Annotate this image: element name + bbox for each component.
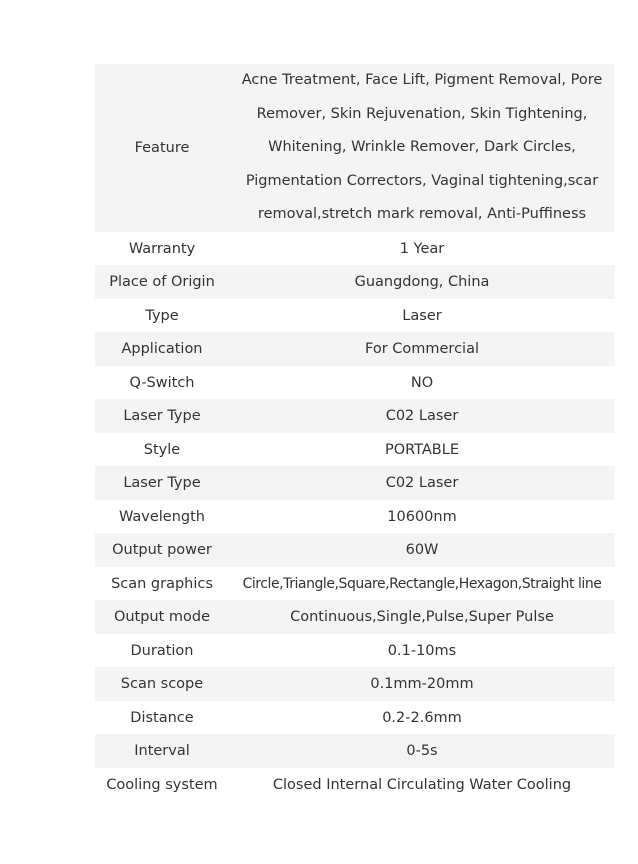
- spec-value: C02 Laser: [229, 399, 615, 433]
- spec-label: Application: [95, 332, 229, 366]
- table-row: [95, 734, 615, 768]
- spec-label: Distance: [130, 709, 194, 726]
- spec-value: PORTABLE: [384, 441, 459, 458]
- spec-value: Circle,Triangle,Square,Rectangle,Hexagon,Straight line: [242, 575, 602, 592]
- specification-table: [95, 64, 615, 801]
- spec-label: Cooling system: [106, 776, 218, 793]
- spec-label: Laser Type: [95, 399, 229, 433]
- spec-value: 0.1-10ms: [387, 642, 457, 659]
- spec-label: Feature: [95, 64, 229, 232]
- table-row: [95, 64, 615, 232]
- spec-value: 0.2-2.6mm: [382, 709, 462, 726]
- table-row: [95, 667, 615, 701]
- spec-label: Type: [145, 307, 179, 324]
- spec-value: Continuous,Single,Pulse,Super Pulse: [229, 600, 615, 634]
- table-row: [95, 701, 615, 735]
- table-row: [95, 567, 615, 601]
- spec-label: Scan graphics: [111, 575, 213, 592]
- spec-label: Duration: [130, 642, 194, 659]
- spec-label: Laser Type: [95, 466, 229, 500]
- spec-value: Closed Internal Circulating Water Cooling: [272, 776, 572, 793]
- table-row: [95, 466, 615, 500]
- spec-label: Place of Origin: [95, 265, 229, 299]
- table-row: [95, 500, 615, 534]
- spec-value: 60W: [229, 533, 615, 567]
- spec-value: 1 Year: [399, 240, 445, 257]
- spec-label: Output mode: [95, 600, 229, 634]
- table-row: [95, 768, 615, 802]
- table-row: [95, 399, 615, 433]
- spec-value: 0-5s: [229, 734, 615, 768]
- spec-value: For Commercial: [229, 332, 615, 366]
- table-row: [95, 634, 615, 668]
- spec-value: NO: [410, 374, 434, 391]
- spec-value: Laser: [402, 307, 442, 324]
- spec-label: Q-Switch: [129, 374, 195, 391]
- spec-label: Style: [143, 441, 181, 458]
- table-row: [95, 299, 615, 333]
- spec-label: Output power: [95, 533, 229, 567]
- spec-label: Scan scope: [95, 667, 229, 701]
- spec-label: Warranty: [128, 240, 196, 257]
- table-row: [95, 533, 615, 567]
- table-row: [95, 332, 615, 366]
- table-row: [95, 265, 615, 299]
- spec-label: Wavelength: [118, 508, 206, 525]
- table-row: [95, 366, 615, 400]
- table-row: [95, 232, 615, 266]
- table-row: [95, 433, 615, 467]
- spec-value: C02 Laser: [229, 466, 615, 500]
- spec-value: 0.1mm-20mm: [229, 667, 615, 701]
- spec-label: Interval: [95, 734, 229, 768]
- spec-value: Acne Treatment, Face Lift, Pigment Removal, Pore Remover, Skin Rejuvenation, Skin Tightening, Whitening, Wrinkle Remover, Dark Circles, Pigmentation Correctors, Vaginal tightening,scar removal,stretch mark removal, Anti-Puffiness: [229, 64, 615, 232]
- table-row: [95, 600, 615, 634]
- spec-value: 10600nm: [387, 508, 457, 525]
- spec-value: Guangdong, China: [229, 265, 615, 299]
